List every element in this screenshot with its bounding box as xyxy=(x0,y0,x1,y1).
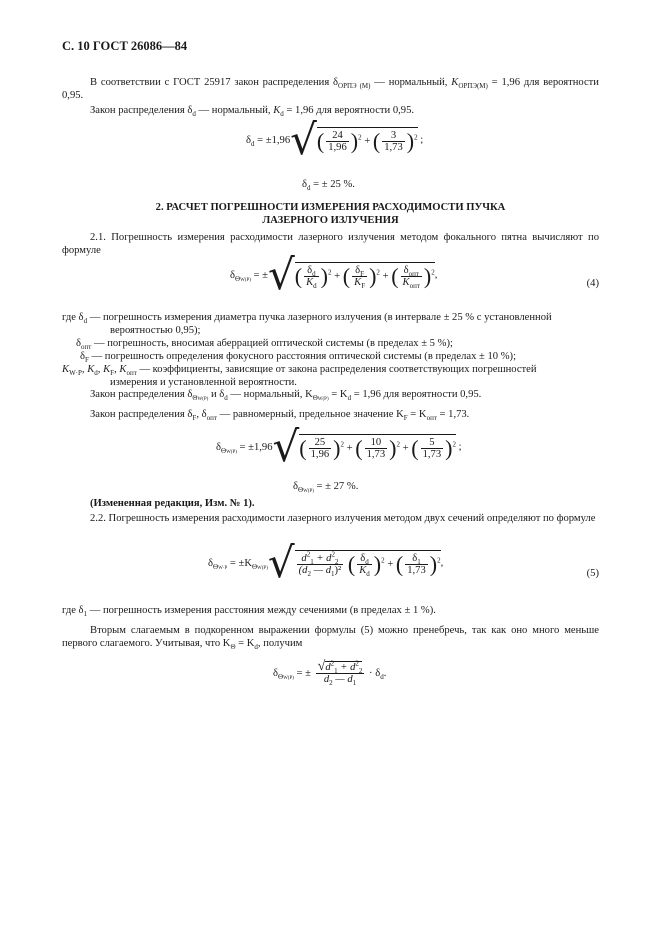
def-delta-f: $\delta_F$ — погрешность определения фокусного расстояния оптической системы (в пределах ± 10 %); xyxy=(80,351,517,365)
sqrt-sign: √ xyxy=(272,422,300,471)
def-delta-opt: $\delta_{опт}$ — погрешность, вносимая аберрацией оптической системы (в пределах ± 5 %); xyxy=(76,338,453,352)
intro-p1-end: = 1,96 для вероятности 0,95. xyxy=(62,77,599,101)
intro-p1-k: K xyxy=(451,77,459,88)
paragraph-2-1: 2.1. Погрешность измерения расходимости лазерного излучения методом фокального пятна вычисляют по формуле xyxy=(62,232,599,256)
sqrt-sign: √ xyxy=(267,538,295,587)
header-text: С. 10 ГОСТ 26086—84 xyxy=(62,39,188,53)
amendment-note: (Измененная редакция, Изм. № 1). xyxy=(90,498,255,509)
eq5-frac-2: $\frac{\delta_d}{K_d}$ xyxy=(359,553,370,579)
intro-paragraph-1 xyxy=(62,76,599,102)
eq5-radicand: $\frac{d^2_1 + d^2_2}{(d_2 — d_1)^2}$ ( $\frac{\delta_d}{K_d}$ )$^2$ + ( $\frac{\delta_1}{1,73}$ )$^2$ xyxy=(295,550,441,576)
eq5-frac-3: $\frac{\delta_1}{1,73}$ xyxy=(407,553,426,576)
intro-p2-k: K xyxy=(273,105,281,116)
eq-d-result: $\delta_d$ = ± 25 %. xyxy=(302,179,355,193)
section-2-title-line-2: ЛАЗЕРНОГО ИЗЛУЧЕНИЯ xyxy=(262,215,399,226)
sqrt-sign: √ xyxy=(290,115,317,164)
eq-d-frac-2: $\frac{3}{1,73}$ xyxy=(384,130,403,153)
definitions-block xyxy=(62,311,599,389)
intro-p1-k-sub: ОРПЭ(М) xyxy=(458,82,488,91)
intro-p1-sub: ОРПЭ (М) xyxy=(338,82,371,91)
eq4-frac-3: $\frac{\delta_{опт}}{K_{опт}}$ xyxy=(402,265,420,291)
intro-p2-a: Закон распределения δ xyxy=(90,105,193,116)
equation-5-number: (5) xyxy=(586,568,599,579)
eq4-lhs: $\delta_{\Theta W(P)}$ = ± xyxy=(230,269,268,283)
intro-p1-a: В соответствии с ГОСТ 25917 закон распределения δ xyxy=(90,77,339,88)
def-delta-d: где $\delta_d$ — погрешность измерения диаметра пучка лазерного излучения (в интервале ± 25 % с установленной xyxy=(62,312,552,326)
eq-theta-result: $\delta_{\Theta W(P)}$ = ± 27 %. xyxy=(293,481,359,495)
def-coefficients-cont: измерения и установленной вероятности. xyxy=(110,377,297,388)
equation-theta-numeric: $\delta_{\Theta W(P)} = \pm 1,96√$( $\frac{25}{1,96}$ )$^2$ + ( $\frac{10}{1,73}$ )$^2$ + ( $\frac{5}{1,73}$ )$^2$ ; xyxy=(216,422,462,471)
where-delta-1: где $\delta_1$ — погрешность измерения расстояния между сечениями (в пределах ± 1 %). xyxy=(62,605,436,619)
last-paragraph: Вторым слагаемым в подкоренном выражении формулы (5) можно пренебречь, так как оно много меньше первого слагаемого. Учитывая, что $K_\Theta = K_d$, получим xyxy=(62,625,599,652)
paragraph-2-2: 2.2. Погрешность измерения расходимости лазерного излучения методом двух сечений определяют по формуле xyxy=(90,513,596,524)
def-delta-d-cont: вероятностью 0,95); xyxy=(110,325,201,336)
intro-paragraph-2 xyxy=(90,104,414,117)
law-line-1: Закон распределения $\delta_{\Theta W(P)}$ и $\delta_d$ — нормальный, $K_{\Theta W(P)} = K_d = 1,96$ для вероятности 0,95. xyxy=(90,389,482,403)
equation-4-number: (4) xyxy=(586,278,599,289)
eq-d-radicand: ( $\frac{24}{1,96}$ )$^2$ + ( $\frac{3}{1,73}$ )$^2$ xyxy=(316,128,418,154)
section-2-title xyxy=(62,201,599,227)
section-2-title-line-1: 2. РАСЧЕТ ПОГРЕШНОСТИ ИЗМЕРЕНИЯ РАСХОДИМОСТИ ПУЧКА xyxy=(155,202,506,213)
intro-p2-mid: — нормальный, xyxy=(195,105,274,116)
intro-p2-end: = 1,96 для вероятности 0,95. xyxy=(283,105,415,116)
equation-4: $\delta_{\Theta W(P)}$ = ±√( $\frac{\delta_d}{K_d}$ )$^2$ + ( $\frac{\delta_F}{K_F}$ )$^2$ + ( $\frac{\delta_{опт}}{K_{опт}}$ )$^2$, xyxy=(230,250,438,299)
def-coefficients: $K_{W\cdot P}$, $K_d$, $K_F$, $K_{опт}$ — коэффициенты, зависящие от закона распределения соответствующих погрешностей xyxy=(62,364,537,378)
eq-d-lhs: $\delta_d = \pm 1,96$ xyxy=(246,134,291,148)
eq4-radicand: ( $\frac{\delta_d}{K_d}$ )$^2$ + ( $\frac{\delta_F}{K_F}$ )$^2$ + ( $\frac{\delta_{опт}}{K_{опт}}$ )$^2$ xyxy=(294,263,435,291)
sqrt-sign: √ xyxy=(268,250,295,299)
law-line-2: Закон распределения $\delta_F$, $\delta_{опт}$ — равномерный, предельное значение $K_F = K_{опт} = 1,73$. xyxy=(90,409,470,423)
eq5-frac-1: $\frac{d^2_1 + d^2_2}{(d_2 — d_1)^2}$ xyxy=(298,550,342,579)
eq-d-tail: ; xyxy=(420,134,424,146)
equation-final: $\delta_{\Theta W(P)}$ = ± $\frac{√d^2_1 + d^2_2}{d_2 — d_1}$ · $\delta_d$. xyxy=(273,659,387,688)
equation-delta-d xyxy=(246,115,424,166)
page-header xyxy=(62,40,187,53)
eq-theta-radicand: ( $\frac{25}{1,96}$ )$^2$ + ( $\frac{10}{1,73}$ )$^2$ + ( $\frac{5}{1,73}$ )$^2$ xyxy=(299,435,456,461)
intro-p2-sub: d xyxy=(192,110,196,119)
final-frac: $\frac{√d^2_1 + d^2_2}{d_2 — d_1}$ xyxy=(317,659,363,688)
eq-d-frac-1: $\frac{24}{1,96}$ xyxy=(328,130,347,153)
eq4-frac-1: $\frac{\delta_d}{K_d}$ xyxy=(306,265,317,291)
intro-p2-k-sub: d xyxy=(280,110,284,119)
intro-p1-mid: — нормальный, xyxy=(370,77,452,88)
eq4-frac-2: $\frac{\delta_F}{K_F}$ xyxy=(354,265,366,291)
equation-5: $\delta_{\Theta W\cdot P} = \pm K_{\Theta W(P)}√$ $\frac{d^2_1 + d^2_2}{(d_2 — d_1)^2}$ ( $\frac{\delta_d}{K_d}$ )$^2$ + ( $\frac{\delta_1}{1,73}$ )$^2$, xyxy=(208,538,444,587)
